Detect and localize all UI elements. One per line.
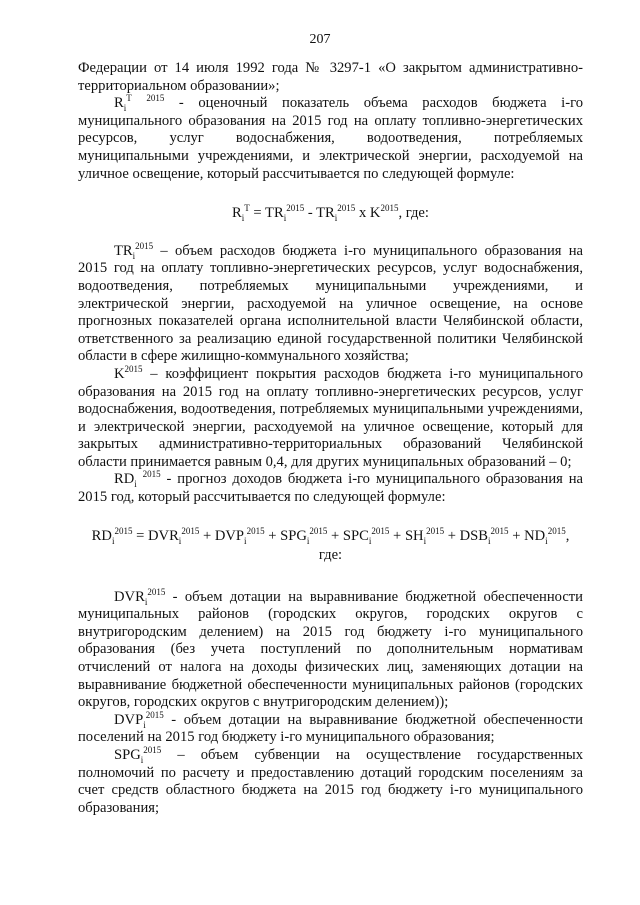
symbol-r: $R_i^T$ $^{2015}$: [114, 93, 165, 114]
paragraph-k-definition: $K^{2015}$ – коэффициент покрытия расходов бюджета i-го муниципального образования на 2015 год на оплату топливно-энергетических ресурсов, услуг водоснабжения, водоотведения, потребляемых муниципальными учреждениями, и электрической энергии, расходуемой на уличное освещение, который для закрытых административно-территориальных образований Челябинской области принимается равным 0,4, для других муниципальных образований – 0;: [78, 364, 583, 470]
paragraph-dvp-definition: $DVP_i^{2015}$ - объем дотации на выравнивание бюджетной обеспеченности поселений на 2015 год бюджету i-го муниципального образования;: [78, 709, 583, 746]
page-number: 207: [309, 32, 331, 47]
document-body: [78, 60, 583, 817]
paragraph-spg-definition: $SPG_i^{2015}$ – объем субвенции на осуществление государственных полномочий по расчету и предоставлению дотаций городским поселениям за счет средств областного бюджета на 2015 год бюджету i-го муниципального образования;: [78, 745, 583, 816]
formula-rd-where: где:: [318, 546, 343, 563]
formula-r: $R_i^T = TR_i^{2015} - TR_i^{2015}$ x $K^{2015}$, где:: [232, 203, 429, 224]
formula-rd: $RD_i^{2015} = DVR_i^{2015} + DVP_i^{2015} + SPG_i^{2015} + SPC_i^{2015} + SH_i^{2015} + DSB_i^{2015} + ND_i^{2015}$, где:: [78, 527, 583, 565]
paragraph-rd-definition: $RD_i$ $^{2015}$ - прогноз доходов бюджета i-го муниципального образования на 2015 год, который рассчитывается по следующей формуле:: [78, 469, 583, 506]
paragraph-intro: Федерации от 14 июля 1992 года № 3297-1 «О закрытом административно-территориальном образовании»;: [78, 60, 583, 94]
paragraph-dvr-definition: $DVR_i^{2015}$ - объем дотации на выравнивание бюджетной обеспеченности муниципальных районов (городских округов, городских округов с внутригородским делением) на 2015 год бюджету i-го муниципального образования (без учета поступлений по дополнительным нормативам отчислений от налога на доходы физических лиц, заменяющих дотации на выравнивание бюджетной обеспеченности муниципальных районов (городских округов, городских округов с внутригородским делением));: [78, 586, 583, 711]
paragraph-r-definition: $R_i^T$ $^{2015}$ - оценочный показатель объема расходов бюджета i-го муниципального образования на 2015 год на оплату топливно-энергетических ресурсов, услуг водоснабжения, водоотведения, потребляемых муниципальными учреждениями, и электрической энергии, расходуемой на уличное освещение, который рассчитывается по следующей формуле:: [78, 93, 583, 182]
paragraph-tr-definition: $TR_i^{2015}$ – объем расходов бюджета i-го муниципального образования на 2015 год на оплату топливно-энергетических ресурсов, услуг водоснабжения, водоотведения, потребляемых муниципальными учреждениями, и электрической энергии, расходуемой на уличное освещение, на основе прогнозных показателей органа исполнительной власти Челябинской области, ответственного за реализацию единой государственной политики Челябинской области в сфере жилищно-коммунального хозяйства;: [78, 240, 583, 365]
